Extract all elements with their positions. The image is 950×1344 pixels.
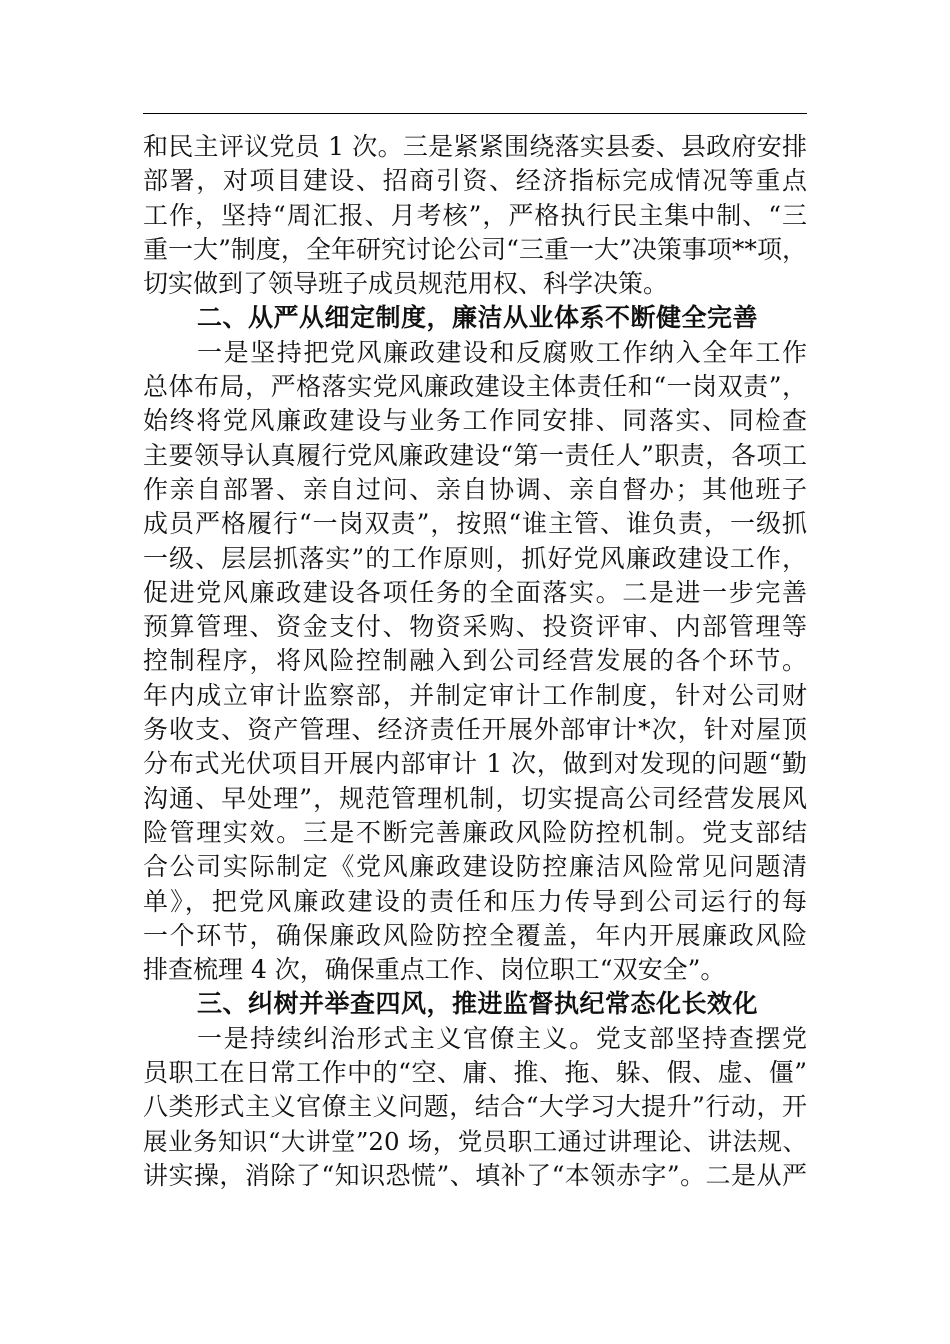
text-line: 沟通、早处理”，规范管理机制，切实提高公司经营发展风: [143, 783, 807, 813]
header-divider: [143, 113, 807, 114]
text-line: 控制程序，将风险控制融入到公司经营发展的各个环节。: [143, 646, 807, 676]
text-line: 一个环节，确保廉政风险防控全覆盖，年内开展廉政风险: [143, 920, 807, 950]
text-line: 成员严格履行“一岗双责”，按照“谁主管、谁负责，一级抓: [143, 509, 807, 539]
text-line: 八类形式主义官僚主义问题，结合“大学习大提升”行动，开: [143, 1092, 807, 1122]
text-line: 工作，坚持“周汇报、月考核”，严格执行民主集中制、“三: [143, 200, 807, 230]
text-line: 预算管理、资金支付、物资采购、投资评审、内部管理等: [143, 612, 807, 642]
text-line: 分布式光伏项目开展内部审计 1 次，做到对发现的问题“勤: [143, 749, 807, 779]
text-line: 务收支、资产管理、经济责任开展外部审计*次，针对屋顶: [143, 715, 807, 745]
text-line: 年内成立审计监察部，并制定审计工作制度，针对公司财: [143, 680, 807, 710]
text-line: 重一大”制度，全年研究讨论公司“三重一大”决策事项**项，: [143, 234, 807, 264]
text-line: 单》，把党风廉政建设的责任和压力传导到公司运行的每: [143, 886, 807, 916]
text-line: 和民主评议党员 1 次。三是紧紧围绕落实县委、县政府安排: [143, 132, 807, 161]
text-line: 促进党风廉政建设各项任务的全面落实。二是进一步完善: [143, 577, 807, 607]
text-line: 一是坚持把党风廉政建设和反腐败工作纳入全年工作: [197, 337, 807, 367]
text-line: 讲实操，消除了“知识恐慌”、填补了“本领赤字”。二是从严: [143, 1160, 807, 1190]
text-line: 总体布局，严格落实党风廉政建设主体责任和“一岗双责”，: [143, 372, 807, 402]
section-heading: 三、纠树并举查四风，推进监督执纪常态化长效化: [197, 989, 759, 1019]
text-line: 一级、层层抓落实”的工作原则，抓好党风廉政建设工作，: [143, 543, 807, 573]
text-line: 员职工在日常工作中的“空、庸、推、拖、躲、假、虚、僵”: [143, 1058, 807, 1088]
text-line: 部署，对项目建设、招商引资、经济指标完成情况等重点: [143, 166, 807, 196]
text-line: 一是持续纠治形式主义官僚主义。党支部坚持查摆党: [197, 1023, 807, 1053]
text-line: 险管理实效。三是不断完善廉政风险防控机制。党支部结: [143, 817, 807, 847]
text-line: 始终将党风廉政建设与业务工作同安排、同落实、同检查: [143, 406, 807, 436]
text-line: 展业务知识“大讲堂”20 场，党员职工通过讲理论、讲法规、: [143, 1126, 807, 1156]
text-line: 切实做到了领导班子成员规范用权、科学决策。: [143, 269, 669, 299]
text-line: 合公司实际制定《党风廉政建设防控廉洁风险常见问题清: [143, 852, 807, 882]
document-body: [143, 130, 807, 1193]
text-line: 排查梳理 4 次，确保重点工作、岗位职工“双安全”。: [143, 955, 726, 985]
section-heading: 二、从严从细定制度，廉洁从业体系不断健全完善: [197, 303, 759, 333]
text-line: 作亲自部署、亲自过问、亲自协调、亲自督办；其他班子: [143, 474, 807, 504]
text-line: 主要领导认真履行党风廉政建设“第一责任人”职责，各项工: [143, 440, 807, 470]
